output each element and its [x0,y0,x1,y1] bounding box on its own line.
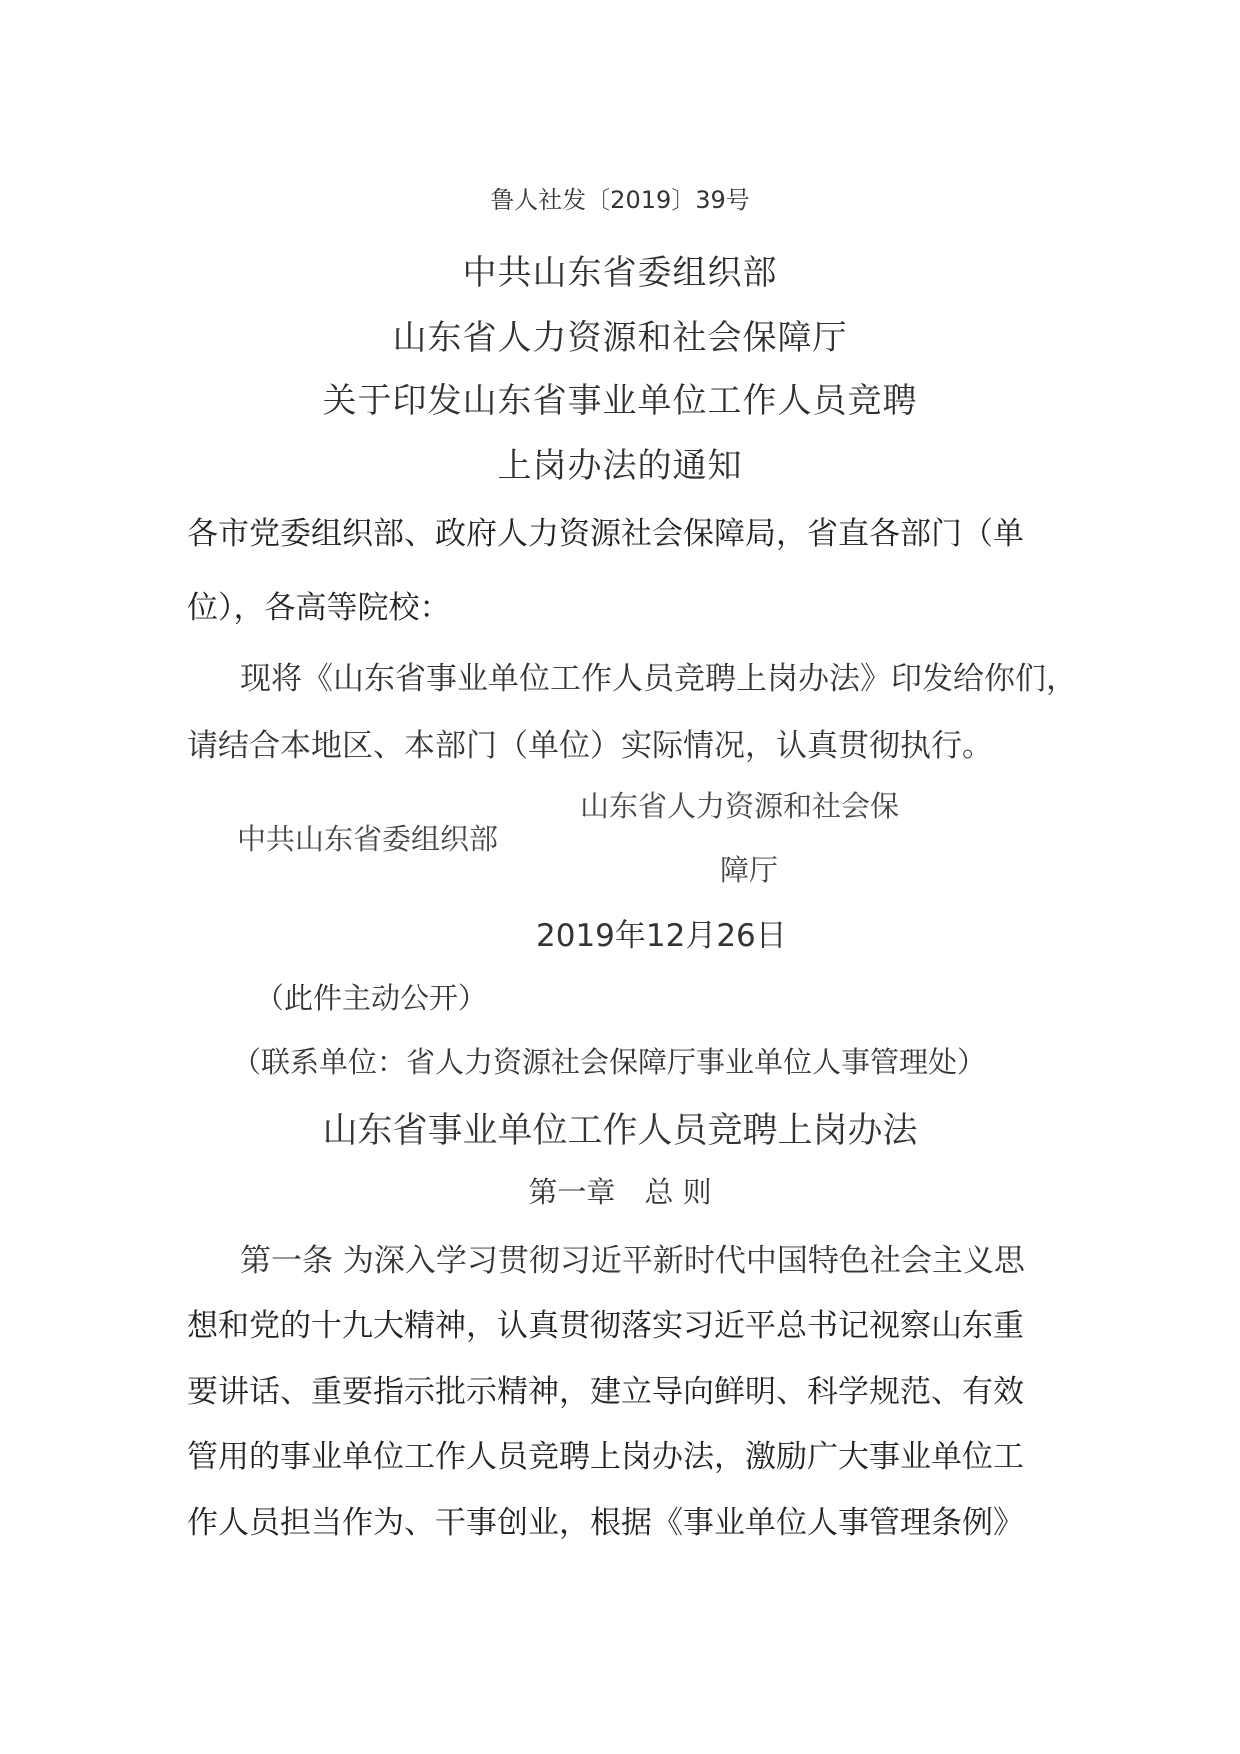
title-line-3: 关于印发山东省事业单位工作人员竞聘 [322,381,918,421]
chapter-title: 第一章 总 则 [528,1175,712,1209]
attachment-title: 山东省事业单位工作人员竞聘上岗办法 [322,1111,918,1151]
article-line-1: 第一条 为深入学习贯彻习近平新时代中国特色社会主义思 [240,1243,1025,1279]
article-line-4: 管用的事业单位工作人员竞聘上岗办法，激励广大事业单位工 [187,1439,1024,1475]
title-line-1: 中共山东省委组织部 [462,253,778,293]
issue-date: 2019年12月26日 [536,918,787,954]
signature-right-line-2: 障厅 [720,853,779,887]
title-line-4: 上岗办法的通知 [497,446,743,486]
signature-right-line-1: 山东省人力资源和社会保 [580,789,900,823]
body-line-1: 现将《山东省事业单位工作人员竞聘上岗办法》印发给你们， [240,661,1077,697]
signature-left: 中共山东省委组织部 [237,822,499,856]
article-line-3: 要讲话、重要指示批示精神，建立导向鲜明、科学规范、有效 [187,1374,1024,1410]
addressee-line-1: 各市党委组织部、政府人力资源社会保障局，省直各部门（单 [187,516,1024,552]
title-line-2: 山东省人力资源和社会保障厅 [392,318,848,358]
public-note: （此件主动公开） [255,981,488,1015]
article-line-5: 作人员担当作为、干事创业，根据《事业单位人事管理条例》 [187,1505,1024,1541]
document-number: 鲁人社发〔2019〕39号 [490,186,750,214]
addressee-line-2: 位），各高等院校： [187,590,451,626]
article-line-2: 想和党的十九大精神，认真贯彻落实习近平总书记视察山东重 [187,1308,1024,1344]
contact-note: （联系单位：省人力资源社会保障厅事业单位人事管理处） [232,1045,987,1079]
body-line-2: 请结合本地区、本部门（单位）实际情况，认真贯彻执行。 [187,728,993,764]
